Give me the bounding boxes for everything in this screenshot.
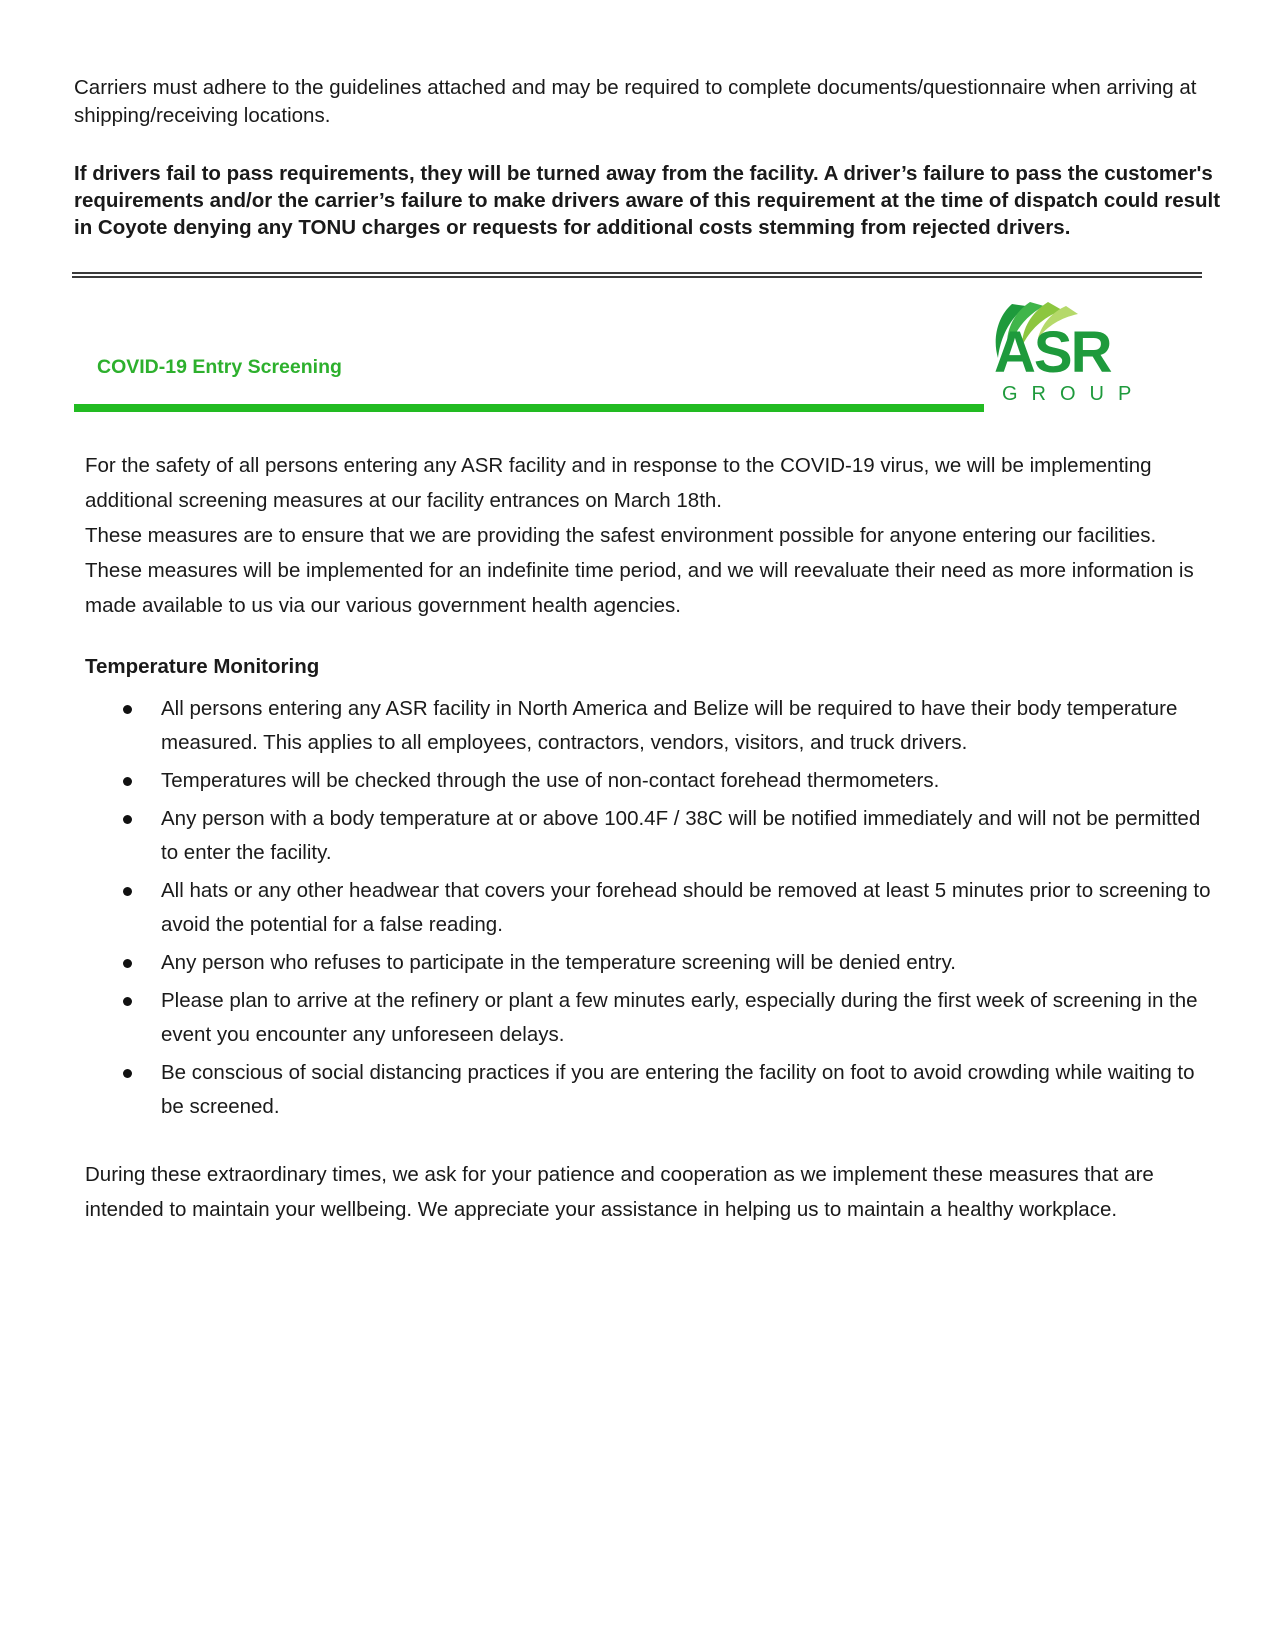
list-item <box>0 984 1275 1052</box>
asr-group-logo <box>990 296 1158 408</box>
double-divider <box>72 272 1202 278</box>
list-item <box>0 764 1275 798</box>
list-item <box>0 874 1275 942</box>
logo-subtext: GROUP <box>1002 383 1146 405</box>
bullet-icon <box>123 1069 132 1078</box>
temperature-monitoring-list <box>0 692 1275 1128</box>
list-item-text: All hats or any other headwear that covers your forehead should be removed at least 5 minutes prior to screening to avoid the potential for a false reading. <box>161 879 1211 936</box>
carrier-guidelines-paragraph: Carriers must adhere to the guidelines attached and may be required to complete documents/questionnaire when arriving at shipping/receiving locations. <box>74 76 1197 127</box>
bullet-icon <box>123 887 132 896</box>
green-section-rule <box>74 404 984 412</box>
bullet-icon <box>123 777 132 786</box>
list-item <box>0 692 1275 760</box>
bullet-icon <box>123 815 132 824</box>
list-item <box>0 802 1275 870</box>
list-item <box>0 1056 1275 1124</box>
closing-paragraph: During these extraordinary times, we ask for your patience and cooperation as we implement these measures that are intended to maintain your wellbeing. We appreciate your assistance in helping us to maintain a healthy workplace. <box>85 1163 1154 1221</box>
list-item-text: All persons entering any ASR facility in North America and Belize will be required to have their body temperature measured. This applies to all employees, contractors, vendors, visitors, and truck drivers. <box>161 697 1178 754</box>
bullet-icon <box>123 959 132 968</box>
logo-wordmark: ASR <box>994 320 1111 385</box>
section-title: COVID-19 Entry Screening <box>97 356 342 378</box>
driver-failure-warning: If drivers fail to pass requirements, they will be turned away from the facility. A driver’s failure to pass the customer's requirements and/or the carrier’s failure to make drivers aware of this requirement at the time of dispatch could result in Coyote denying any TONU charges or requests for additional costs stemming from rejected drivers. <box>74 162 1221 239</box>
list-item-text: Temperatures will be checked through the use of non-contact forehead thermometers. <box>161 769 940 792</box>
list-item <box>0 946 1275 980</box>
measures-paragraph: These measures are to ensure that we are providing the safest environment possible for anyone entering our facilities. These measures will be implemented for an indefinite time period, and we will reevaluate their need as more information is made available to us via our various government health agencies. <box>85 524 1194 617</box>
list-item-text: Be conscious of social distancing practices if you are entering the facility on foot to avoid crowding while waiting to be screened. <box>161 1061 1195 1118</box>
list-item-text: Any person who refuses to participate in the temperature screening will be denied entry. <box>161 951 957 974</box>
intro-safety-paragraph: For the safety of all persons entering any ASR facility and in response to the COVID-19 virus, we will be implementing additional screening measures at our facility entrances on March 18th. <box>85 454 1152 512</box>
list-item-text: Please plan to arrive at the refinery or plant a few minutes early, especially during the first week of screening in the event you encounter any unforeseen delays. <box>161 989 1198 1046</box>
bullet-icon <box>123 705 132 714</box>
bullet-icon <box>123 997 132 1006</box>
temperature-monitoring-heading: Temperature Monitoring <box>85 655 320 678</box>
list-item-text: Any person with a body temperature at or above 100.4F / 38C will be notified immediately and will not be permitted to enter the facility. <box>161 807 1201 864</box>
